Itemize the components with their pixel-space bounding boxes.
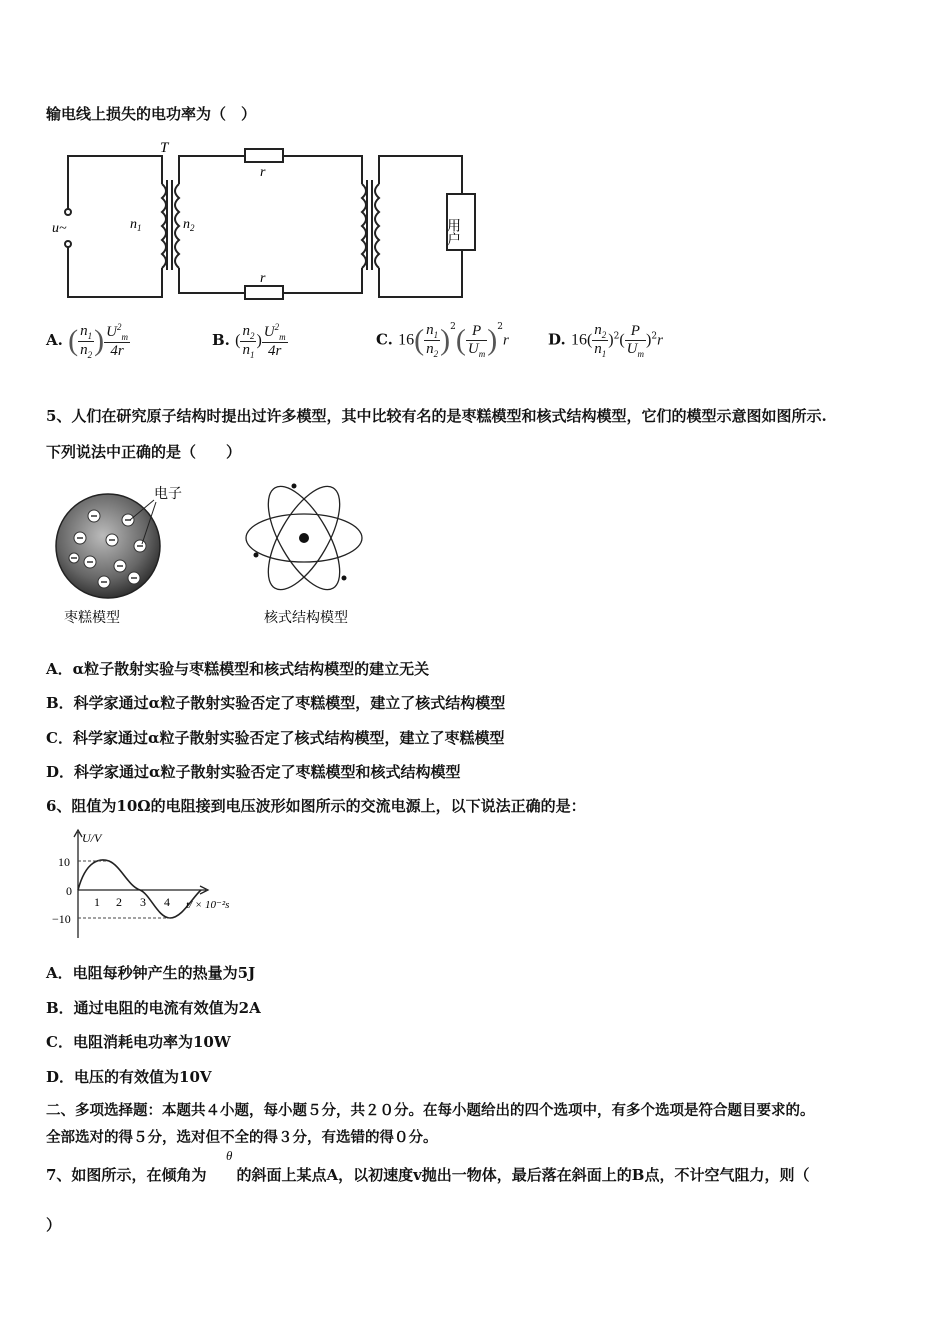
electron-dot — [292, 484, 297, 489]
electron-dot — [342, 576, 347, 581]
voltage-waveform-graph — [46, 826, 266, 944]
nucleus — [299, 533, 309, 543]
q5-stem-line2: 下列说法中正确的是（ ） — [46, 443, 242, 461]
q5-stem-line1: 5、人们在研究原子结构时提出过许多模型，其中比较有名的是枣糕模型和核式结构模型，它们的模型示意图如图所示. — [46, 407, 827, 425]
q4-option-d[interactable]: D. 16( $\frac{n_2}{n_1}$ )$^2$( $\frac{P}{U_m}$ )$^2$r — [548, 322, 663, 359]
source-label: u~ — [52, 221, 67, 236]
nuclear-model-caption: 核式结构模型 — [264, 610, 348, 626]
q6-stem: 6、阻值为10Ω的电阻接到电压波形如图所示的交流电源上，以下说法正确的是： — [46, 797, 586, 815]
option-c-label: C. — [376, 330, 393, 349]
section2-heading-line2: 全部选对的得５分，选对但不全的得３分，有选错的得０分。 — [46, 1129, 438, 1146]
y-axis-label: U/V — [82, 831, 102, 845]
q6-option-b[interactable]: B．通过电阻的电流有效值为2A — [46, 999, 261, 1017]
x-axis-label: t/ × 10⁻²s — [186, 899, 230, 911]
resistor-top-label: r — [260, 165, 266, 180]
q4-option-b[interactable]: B. ( $\frac{n_2}{n_1}$ ) $\frac{U^2_m}{4r}$ — [212, 322, 286, 360]
q4-stem: 输电线上损失的电功率为（ ） — [46, 105, 257, 123]
electron-label: 电子 — [154, 486, 182, 502]
n2-label: $n_2$ — [183, 217, 195, 233]
q5-option-d[interactable]: D．科学家通过α粒子散射实验否定了枣糕模型和核式结构模型 — [46, 763, 461, 781]
x-tick-1: 1 — [94, 895, 100, 909]
option-a-label: A. — [46, 331, 63, 349]
option-b-label: B. — [212, 331, 230, 349]
resistor-bottom-label: r — [260, 271, 266, 286]
q5-option-b[interactable]: B．科学家通过α粒子散射实验否定了枣糕模型，建立了核式结构模型 — [46, 694, 506, 712]
q7-stem-close: ） — [46, 1216, 62, 1234]
x-tick-3: 3 — [140, 895, 146, 909]
plum-model-caption: 枣糕模型 — [64, 610, 120, 626]
q6-option-a[interactable]: A．电阻每秒钟产生的热量为5J — [46, 964, 256, 982]
option-d-label: D. — [548, 330, 566, 349]
electron-dot — [254, 553, 259, 558]
q6-option-c[interactable]: C．电阻消耗电功率为10W — [46, 1033, 231, 1051]
q4-option-a[interactable]: A. ( $\frac{n_1}{n_2}$ ) $\frac{U^2_m}{4r}$ — [46, 322, 128, 360]
q7-stem: 7、如图所示，在倾角为 的斜面上某点A，以初速度v抛出一物体，最后落在斜面上的B点，不计空气阻力，则（ — [46, 1166, 810, 1184]
x-tick-4: 4 — [164, 895, 170, 909]
transformer-label: T — [160, 140, 169, 156]
y-tick-neg10: −10 — [52, 912, 71, 926]
q6-option-d[interactable]: D．电压的有效值为10V — [46, 1068, 212, 1086]
y-tick-10: 10 — [58, 855, 70, 869]
transformer-circuit-diagram — [50, 140, 480, 305]
q4-option-c[interactable]: C. 16( $\frac{n_1}{n_2}$ )$^2$( $\frac{P}{U_m}$ )$^2$r — [376, 322, 509, 359]
voltage-curve — [78, 860, 201, 918]
user-label: 用户 — [445, 218, 461, 246]
section2-heading-line1: 二、多项选择题：本题共４小题，每小题５分，共２０分。在每小题给出的四个选项中，有多个选项是符合题目要求的。 — [46, 1102, 815, 1119]
y-tick-0: 0 — [66, 884, 72, 898]
q5-option-a[interactable]: A．α粒子散射实验与枣糕模型和核式结构模型的建立无关 — [46, 660, 430, 678]
theta-symbol: θ — [226, 1148, 233, 1163]
atom-models-figure — [50, 478, 370, 638]
n1-label: $n_1$ — [130, 217, 142, 233]
x-tick-2: 2 — [116, 895, 122, 909]
q5-option-c[interactable]: C．科学家通过α粒子散射实验否定了核式结构模型，建立了枣糕模型 — [46, 729, 505, 747]
